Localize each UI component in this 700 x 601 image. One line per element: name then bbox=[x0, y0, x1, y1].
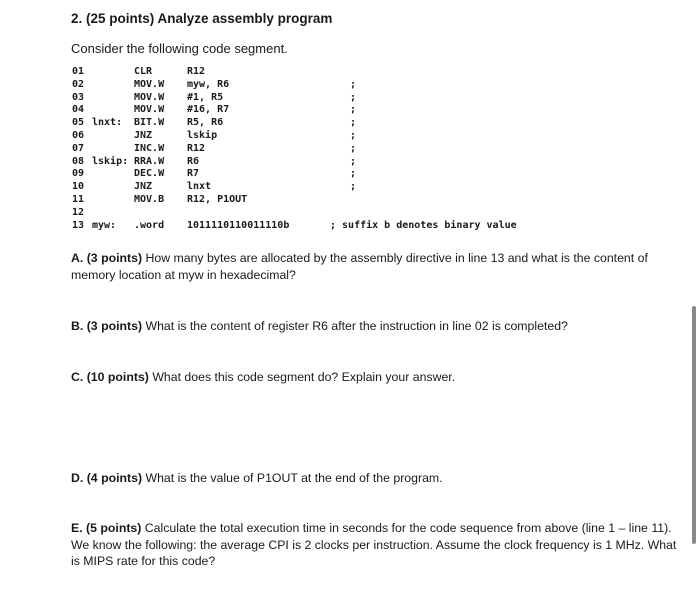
line-number: 11 bbox=[72, 193, 85, 205]
line-comment: ; bbox=[350, 91, 357, 103]
line-comment: ; suffix b denotes binary value bbox=[330, 219, 517, 231]
line-number: 05 bbox=[72, 117, 85, 129]
line-comment: ; bbox=[350, 129, 357, 141]
line-operands: R12, P1OUT bbox=[187, 193, 248, 205]
question-d-head: D. (4 points) bbox=[71, 471, 143, 485]
line-number: 09 bbox=[72, 168, 85, 180]
line-operands: #1, R5 bbox=[187, 91, 224, 103]
line-mnemonic: JNZ bbox=[134, 181, 153, 193]
question-a-head: A. (3 points) bbox=[71, 251, 143, 265]
line-operands: R7 bbox=[187, 168, 200, 180]
line-operands: lnxt bbox=[187, 181, 212, 193]
line-mnemonic: MOV.W bbox=[134, 104, 165, 116]
line-comment: ; bbox=[350, 155, 357, 167]
question-b-head: B. (3 points) bbox=[71, 319, 143, 333]
line-number: 12 bbox=[72, 206, 85, 218]
line-number: 02 bbox=[72, 78, 85, 90]
line-operands: lskip bbox=[187, 129, 218, 141]
line-mnemonic: MOV.W bbox=[134, 78, 165, 90]
vertical-scrollbar[interactable] bbox=[692, 306, 696, 544]
line-mnemonic: BIT.W bbox=[134, 117, 165, 129]
line-label: lnxt: bbox=[92, 117, 123, 129]
line-label: lskip: bbox=[92, 155, 129, 167]
line-operands: R5, R6 bbox=[187, 117, 224, 129]
line-number: 06 bbox=[72, 129, 85, 141]
line-label: myw: bbox=[92, 219, 117, 231]
line-operands: #16, R7 bbox=[187, 104, 230, 116]
line-mnemonic: MOV.W bbox=[134, 91, 165, 103]
line-number: 04 bbox=[72, 104, 85, 116]
question-b bbox=[71, 318, 681, 335]
line-mnemonic: CLR bbox=[134, 66, 153, 77]
line-mnemonic: JNZ bbox=[134, 129, 153, 141]
line-operands: R12 bbox=[187, 142, 206, 154]
line-mnemonic: DEC.W bbox=[134, 168, 165, 180]
question-c-text: What does this code segment do? Explain your answer. bbox=[152, 370, 456, 384]
line-operands: 1011110110011110b bbox=[187, 219, 290, 231]
line-operands: R6 bbox=[187, 155, 200, 167]
line-comment: ; bbox=[350, 117, 357, 129]
question-c-head: C. (10 points) bbox=[71, 370, 149, 384]
question-e bbox=[71, 520, 681, 570]
line-comment: ; bbox=[350, 142, 357, 154]
line-number: 01 bbox=[72, 66, 85, 77]
question-e-text: Calculate the total execution time in seconds for the code sequence from above (line 1 – line 11). We know the following: the average CPI is 2 clocks per instruction. Assume the clock frequency is 1 MHz. What is MIPS rate for this code? bbox=[71, 521, 677, 568]
line-mnemonic: MOV.B bbox=[134, 193, 165, 205]
line-comment: ; bbox=[350, 181, 357, 193]
line-mnemonic: RRA.W bbox=[134, 155, 165, 167]
line-mnemonic: .word bbox=[134, 219, 165, 231]
question-a-text: How many bytes are allocated by the assembly directive in line 13 and what is the content of memory location at myw in hexadecimal? bbox=[71, 251, 648, 282]
question-a bbox=[71, 250, 681, 283]
question-b-text: What is the content of register R6 after the instruction in line 02 is completed? bbox=[145, 319, 568, 333]
line-number: 07 bbox=[72, 142, 85, 154]
intro-text: Consider the following code segment. bbox=[71, 41, 288, 56]
line-number: 03 bbox=[72, 91, 85, 103]
line-number: 10 bbox=[72, 181, 85, 193]
question-e-head: E. (5 points) bbox=[71, 521, 142, 535]
line-comment: ; bbox=[350, 104, 357, 116]
line-operands: myw, R6 bbox=[187, 78, 230, 90]
line-number: 13 bbox=[72, 219, 85, 231]
line-mnemonic: INC.W bbox=[134, 142, 165, 154]
line-comment: ; bbox=[350, 168, 357, 180]
question-c bbox=[71, 369, 681, 386]
question-d-text: What is the value of P1OUT at the end of the program. bbox=[145, 471, 443, 485]
line-operands: R12 bbox=[187, 66, 206, 77]
line-number: 08 bbox=[72, 155, 85, 167]
problem-title: 2. (25 points) Analyze assembly program bbox=[71, 11, 333, 26]
line-comment: ; bbox=[350, 78, 357, 90]
question-d bbox=[71, 470, 681, 487]
